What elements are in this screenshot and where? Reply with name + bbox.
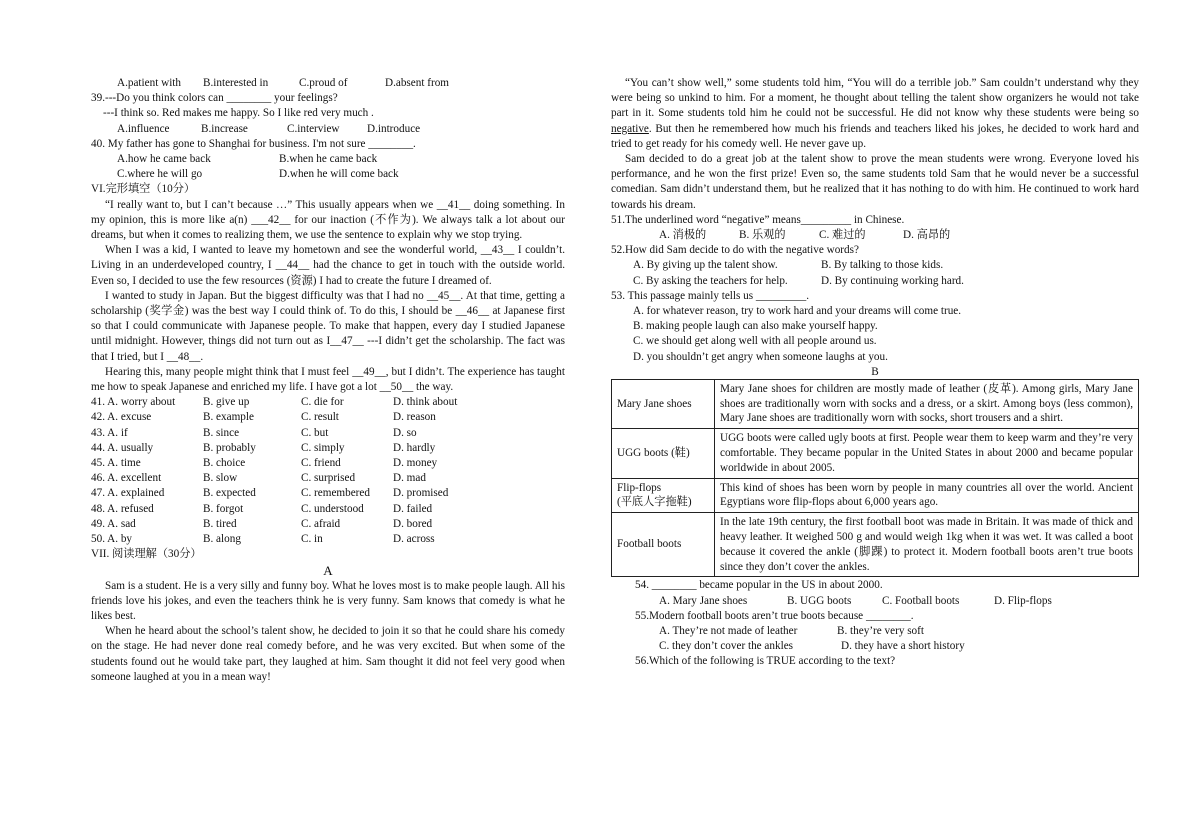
shoe-description: UGG boots were called ugly boots at first. People wear them to keep warm and they’re very comfortable. They became popular in the United States in about 2000 and became popular worldwide in about 2005. [715,429,1139,478]
question-39: 39.---Do you think colors can ________ your feelings? [91,92,338,105]
q38-options [91,76,565,91]
option: B. since [203,426,240,439]
option: B. example [203,411,254,424]
option: B. forgot [203,502,244,515]
question-56: 56.Which of the following is TRUE according to the text? [635,655,896,668]
option: C.interview [287,122,340,135]
option: B. 乐观的 [739,229,786,242]
question-54: 54. ________ became popular in the US in about 2000. [635,579,883,592]
q53-option: D. you shouldn’t get angry when someone laughs at you. [633,350,888,363]
option: C. die for [301,396,344,409]
option: B.interested in [203,77,269,89]
option: C. afraid [301,517,341,530]
passage-a-label: A [323,562,333,578]
q52-options-row1 [611,258,1139,273]
passage-a-paragraph-3 [611,76,1139,152]
option: B. choice [203,457,246,470]
option: 41. A. worry about [91,396,176,409]
cloze-option-row [91,532,565,547]
table-row [612,478,1139,513]
cloze-option-row [91,502,565,517]
option: C. Football boots [882,594,960,607]
q39-reply: ---I think so. Red makes me happy. So I like red very much . [103,107,374,120]
option: A. 消极的 [659,229,707,242]
option: 47. A. explained [91,487,165,500]
option: B. along [203,533,241,546]
cloze-option-row [91,486,565,501]
option: C.where he will go [117,168,203,181]
option: B. they’re very soft [837,625,924,638]
question-40: 40. My father has gone to Shanghai for business. I'm not sure ________. [91,137,416,150]
section-7-title: VII. 阅读理解（30分） [91,548,202,561]
option: D. 高昂的 [903,229,951,242]
cloze-option-row [91,441,565,456]
shoe-name [612,478,715,513]
option: C. they don’t cover the ankles [659,640,794,653]
q53-option: B. making people laugh can also make yourself happy. [633,320,878,333]
passage-b-label: B [871,365,879,378]
option: D. so [393,426,417,439]
option: C. but [301,426,329,439]
table-row [612,429,1139,478]
passage-a-paragraph-4: Sam decided to do a great job at the talent show to prove the mean students were wrong. Everyone loved his performance, and he won the first prize! Even so, the same students told Sam that he would never be a successful comedian. Sam didn’t understand them, but he realized that it has nothing to do with him. He continued to work hard towards his dream. [611,153,1139,211]
option: C.proud of [299,77,348,89]
table-row [612,379,1139,428]
option: B. probably [203,441,256,454]
option: C. friend [301,457,341,470]
section-6-title: VI.完形填空（10分） [91,183,196,196]
cloze-option-row [91,426,565,441]
cloze-paragraph: When I was a kid, I wanted to leave my hometown and see the wonderful world, __43__ I couldn’t. Living in an underdeveloped country, I __44__ had the chance to get in touch with the outside world. Even so, I decided to use the few resources (资源) I had to create the future I dreamed of. [91,244,565,287]
option: B. tired [203,517,237,530]
option: A.influence [117,122,170,135]
shoe-description: Mary Jane shoes for children are mostly made of leather (皮革). Among girls, Mary Jane shoes are traditionally worn with socks and a dress, or a skirt. Among boys (less common), Mary Jane shoes are traditionally worn with socks, short trousers and a shirt. [715,379,1139,428]
underlined-word: negative [611,122,649,135]
paragraph-text: “You can’t show well,” some students told him, “You will do a terrible job.” Sam couldn’t understand why they were being so unkind to him. For a moment, he thought about telling the talent show organizers he would not take part in it. Some students told him he could not be successful. He did not know why these students were being so [611,77,1139,120]
option: 43. A. if [91,426,128,439]
question-53: 53. This passage mainly tells us _________. [611,289,810,302]
option: D.introduce [367,122,421,135]
option: 45. A. time [91,457,141,470]
option: D. think about [393,396,458,409]
q55-options-row2 [611,639,1139,654]
option: B. By talking to those kids. [821,259,944,272]
option: 46. A. excellent [91,472,162,485]
q54-options [611,594,1139,609]
option: B. UGG boots [787,594,852,607]
option: D. reason [393,411,436,424]
option: A. They’re not made of leather [659,625,798,638]
table-row [612,513,1139,577]
shoe-description: In the late 19th century, the first football boot was made in Britain. It was made of thick and heavy leather. It weighed 500 g and would weigh 1kg when it was wet. It was called a boot because it covered the ankle (脚踝) to protect it. Modern football boots aren’t true boots since they don’t cover the ankles. [715,513,1139,577]
option: D.when he will come back [279,168,399,181]
shoe-name: UGG boots (鞋) [612,429,715,478]
cloze-option-row [91,517,565,532]
cloze-paragraph: “I really want to, but I can’t because …” This usually appears when we __41__ doing something. In my opinion, this is more like a(n) ___42__ for our inaction (不作为). We always talk a lot about our dreams, but when it comes to realizing them, we use the sentence to explain why we stop trying. [91,198,565,242]
option: A.how he came back [117,153,211,166]
option: A.patient with [117,77,182,89]
option: 48. A. refused [91,502,154,515]
right-column [611,76,1139,670]
question-52: 52.How did Sam decide to do with the negative words? [611,244,859,257]
option: 50. A. by [91,533,133,546]
option: B. slow [203,472,238,485]
q40-options-row1 [91,152,565,167]
option: C. in [301,533,323,546]
option: 42. A. excuse [91,411,152,424]
option: C. result [301,411,339,424]
q51-options [611,228,1139,243]
cloze-option-row [91,471,565,486]
shoe-description: This kind of shoes has been worn by people in many countries all over the world. Ancient Egyptians wore flip-flops about 6,000 years ago. [715,478,1139,513]
option: D. By continuing working hard. [821,274,964,287]
option: B.increase [201,122,248,135]
option: D. hardly [393,441,436,454]
shoe-name: Football boots [612,513,715,577]
question-51: 51.The underlined word “negative” means_________ in Chinese. [611,213,905,226]
option: D. bored [393,517,433,530]
option: 44. A. usually [91,441,154,454]
q53-option: C. we should get along well with all people around us. [633,335,877,348]
option: D. Flip-flops [994,594,1052,607]
option: C. 难过的 [819,229,866,242]
cloze-option-row [91,456,565,471]
option: C. surprised [301,472,356,485]
q40-options-row2 [91,167,565,182]
option: A. By giving up the talent show. [633,259,778,272]
cloze-paragraph: Hearing this, many people might think that I must feel __49__, but I didn’t. The experience has taught me how to speak Japanese and enriched my life. I have got a lot __50__ the way. [91,365,565,394]
q53-option: A. for whatever reason, try to work hard and your dreams will come true. [633,305,962,318]
cloze-option-row [91,395,565,410]
shoe-name-line: (平底人字拖鞋) [617,496,692,509]
option: D. they have a short history [841,640,965,653]
option: D. across [393,533,435,546]
option: A. Mary Jane shoes [659,594,748,607]
option: D.absent from [385,77,450,89]
q55-options-row1 [611,624,1139,639]
shoes-table [611,379,1139,578]
option: B.when he came back [279,153,378,166]
question-55: 55.Modern football boots aren’t true boots because ________. [635,609,914,622]
option: 49. A. sad [91,517,136,530]
option: D. mad [393,472,426,485]
option: D. failed [393,502,433,515]
shoe-name: Mary Jane shoes [612,379,715,428]
option: D. promised [393,487,449,500]
cloze-option-row [91,410,565,425]
passage-a-paragraph: Sam is a student. He is a very silly and funny boy. What he loves most is to make people laugh. All his friends love his jokes, and even the teachers think he is very funny. Sam knows that comedy is what he likes best. [91,579,565,622]
cloze-paragraph: I wanted to study in Japan. But the biggest difficulty was that I had no __45__. At that time, getting a scholarship (奖学金) was the best way I could think of. To do this, I should be __46__ at Japanese first so that I could communicate with Japanese people. To make that happen, every day I studied Japanese until midnight. However, things did not turn out as I__47__ ---I didn’t get the scholarship. The fact was that I tried, but I __48__. [91,289,565,363]
passage-a-paragraph: When he heard about the school’s talent show, he decided to join it so that he could share his comedy on the stage. He had never done real comedy before, and he was very excited. But when some of the students found out he would take part, they laughed at him. Sam thought it did not feel very good when someone laughed at you in a mean way! [91,625,565,683]
left-column [91,76,565,685]
q39-options [91,122,565,137]
option: C. By asking the teachers for help. [633,274,788,287]
shoe-name-line: Flip-flops [617,481,662,494]
paragraph-text: . But then he remembered how much his friends and teachers liked his jokes, he decided to work hard and tried to get ready for his comedy well. He never gave up. [611,122,1139,150]
cloze-options [91,395,565,547]
q52-options-row2 [611,274,1139,289]
option: C. simply [301,441,345,454]
option: D. money [393,457,438,470]
option: B. give up [203,396,250,409]
option: B. expected [203,487,256,500]
option: C. remembered [301,487,370,500]
option: C. understood [301,502,364,515]
